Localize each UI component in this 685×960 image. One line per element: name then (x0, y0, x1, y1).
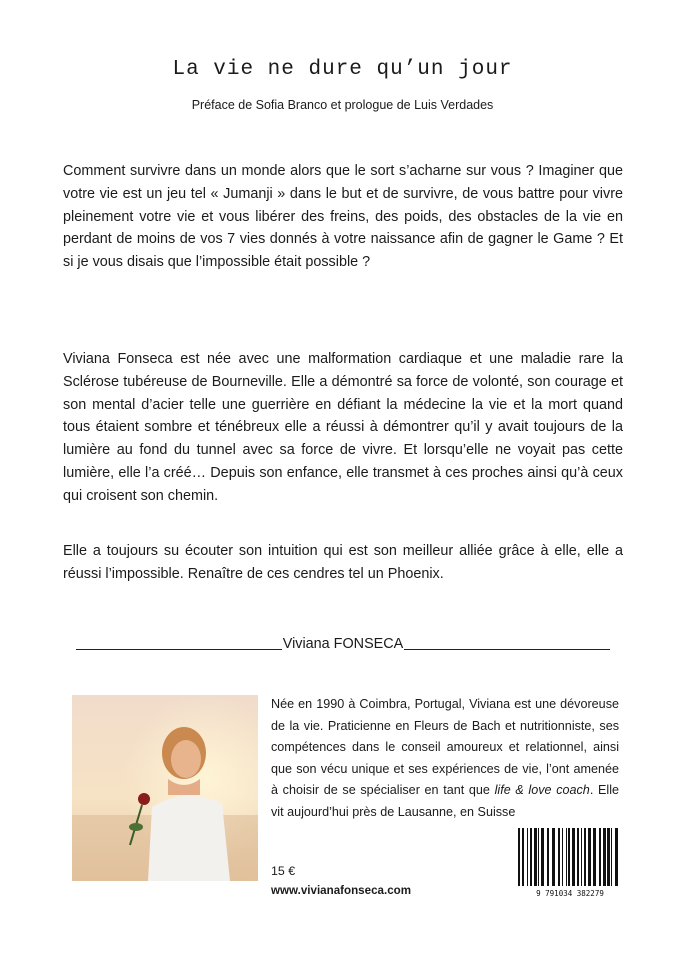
bio-coach-title: life & love coach (494, 783, 590, 798)
barcode-bar (577, 828, 579, 886)
bio-text-end: . Elle vit aujourd’hui près de Lausanne, en Suisse (271, 783, 619, 819)
divider-left (76, 649, 282, 650)
barcode-bar (541, 828, 544, 886)
author-name: Viviana FONSECA (282, 636, 404, 652)
barcode-bar (599, 828, 601, 886)
summary-paragraph-3: Elle a toujours su écouter son intuition qui est son meilleur alliée grâce à elle, elle a réussi l’impossible. Renaître de ces cendres tel un Phoenix. (63, 543, 623, 582)
barcode-bar (530, 828, 532, 886)
barcode-digits: 9 791034 382279 (536, 889, 604, 898)
barcode-bar (527, 828, 528, 886)
book-title: La vie ne dure qu’un jour (172, 58, 513, 81)
barcode-bar (588, 828, 591, 886)
barcode-bar (518, 828, 520, 886)
barcode-bar (558, 828, 560, 886)
barcode-bar (615, 828, 618, 886)
book-subtitle: Préface de Sofia Branco et prologue de Luis Verdades (191, 98, 494, 112)
barcode-bar (522, 828, 524, 886)
barcode-bar (562, 828, 563, 886)
barcode-bar (566, 828, 567, 886)
barcode-bar (603, 828, 606, 886)
price-label: 15 € (271, 864, 296, 878)
barcode-bar (584, 828, 586, 886)
barcode-icon (516, 828, 624, 898)
author-bio (271, 694, 619, 824)
barcode-bar (581, 828, 582, 886)
barcode-bar (611, 828, 612, 886)
barcode-bar (552, 828, 555, 886)
divider-right (404, 649, 610, 650)
barcode-bar (593, 828, 596, 886)
barcode-bar (538, 828, 539, 886)
bio-text-start: Née en 1990 à Coimbra, Portugal, Viviana est une dévoreuse de la vie. Praticienne en Fleurs de Bach et nutritionniste, ses compétences dans le conseil amoureux et relationnel, ainsi que son vécu unique et ses expériences de vie, l’ont amenée à choisir de se spécialiser en tant que (271, 697, 619, 798)
website-link[interactable]: www.vivianafonseca.com (271, 884, 412, 897)
summary-paragraph-1: Comment survivre dans un monde alors que le sort s’acharne sur vous ? Imaginer que votre vie est un jeu tel « Jumanji » dans le but et de survivre, de vous battre pour vivre pleinement votre vie et vous libérer des freins, des poids, des obstacles de la vie en perdant de moins de vos 7 vies donnés à votre naissance afin de gagner le Game ? Et si je vous disais que l’impossible était possible ? (63, 163, 623, 271)
barcode-bar (568, 828, 570, 886)
barcode-bar (547, 828, 549, 886)
barcode-bar (534, 828, 537, 886)
author-signature-line (76, 636, 610, 652)
author-portrait-photo (72, 695, 258, 881)
barcode-bar (607, 828, 610, 886)
summary-paragraph-2: Viviana Fonseca est née avec une malformation cardiaque et une maladie rare la Sclérose tubéreuse de Bourneville. Elle a démontré sa force de volonté, son courage et son mental d’acier telle une guerrière en défiant la médecine la vie et la mort quand tous étaient sombre et ténébreux elle a réussi à démontrer qu’il y avait toujours de la lumière au fond du tunnel avec sa force de vivre. Et lorsqu’elle ne voyait pas cette lumière, elle l’a créé… Depuis son enfance, elle transmet à ces proches ainsi qu’à ceux qui croisent son chemin. (63, 351, 623, 504)
barcode-bar (572, 828, 575, 886)
